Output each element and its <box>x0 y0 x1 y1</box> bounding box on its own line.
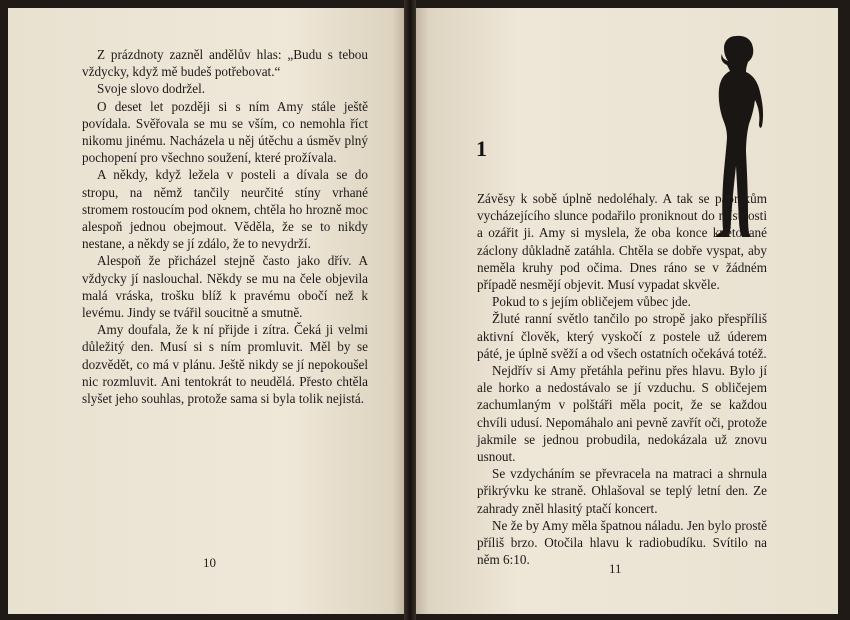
left-page <box>8 8 408 614</box>
page-number-left: 10 <box>203 555 216 570</box>
right-page <box>412 8 838 614</box>
chapter-number: 1 <box>476 136 487 161</box>
paragraph: Žluté ranní světlo tančilo po stropě jako přespříliš aktivní člověk, který vyskočí z postele už úderem páté, je úplně svěží a od všech ostatních očekává totéž. <box>477 311 767 361</box>
paragraph: Svoje slovo dodržel. <box>97 81 206 97</box>
page-number-right: 11 <box>609 561 622 576</box>
paragraph: Amy doufala, že k ní přijde i zítra. Čeká ji velmi důležitý den. Musí si s ním promluvit. Měl by se dozvědět, co má v plánu. Ještě nikdy se jí nepokoušel nic rozmluvit. Ani tentokrát to neudělá. Přesto chtěla slyšet jeho souhlas, protože sama si byla tolik nejistá. <box>82 322 368 407</box>
paragraph: Alespoň že přicházel stejně často jako dřív. A vždycky jí naslouchal. Někdy se mu na čele objevila malá vráska, trošku blíž k pravému obočí než k levému. Jindy se tvářil soucitně a smutně. <box>82 253 368 321</box>
paragraph: A někdy, když ležela v posteli a dívala se do stropu, na němž tančily neurčité stíny vrhané stromem rostoucím pod oknem, chtěla ho hrozně moc alespoň jednou obejmout. Věděla, že se to nikdy nestane, a někdy se jí zdálo, že to nevydrží. <box>82 167 368 252</box>
paragraph: Se vzdycháním se převracela na matraci a shrnula přikrývku ke straně. Ohlašoval se teplý letní den. Ze zahrady zněl hlasitý ptačí koncert. <box>477 466 767 516</box>
paragraph: Nejdřív si Amy přetáhla peřinu přes hlavu. Bylo jí ale horko a nedostávalo se jí vzduchu. S obličejem zachumlaným v polštáři měla pocit, že se každou chvíli udusí. Nepomáhalo ani pevně zavřít oči, protože jakmile se jednou probudila, nedokázala už znovu usnout. <box>477 363 767 465</box>
right-page-text <box>477 190 767 568</box>
paragraph: O deset let později si s ním Amy stále ještě povídala. Svěřovala se mu se vším, co nemohla říct nikomu jinému. Nacházela u něj útěchu a úsměv plný pochopení pro všechno soužení, které prožívala. <box>82 98 368 166</box>
left-page-text <box>82 46 368 407</box>
book-gutter <box>404 0 416 620</box>
paragraph: Z prázdnoty zazněl andělův hlas: „Budu s tebou vždycky, když mě budeš potřebovat.“ <box>82 47 368 80</box>
paragraph: Pokud to s jejím obličejem vůbec jde. <box>492 294 691 310</box>
paragraph: Ne že by Amy měla špatnou náladu. Jen bylo prostě příliš brzo. Otočila hlavu k radiobudíku. Svítilo na něm 6:10. <box>477 517 767 568</box>
paragraph: Závěsy k sobě úplně nedoléhaly. A tak se paprskům vycházejícího slunce podařilo proniknout do místnosti a ozářit ji. Amy si myslela, že oba konce květované záclony důkladně zatáhla. Chtěla se dobře vyspat, aby neměla kruhy pod očima. Dnes ráno se v žádném případě nesmějí objevit. Musí vypadat skvěle. <box>477 191 767 293</box>
